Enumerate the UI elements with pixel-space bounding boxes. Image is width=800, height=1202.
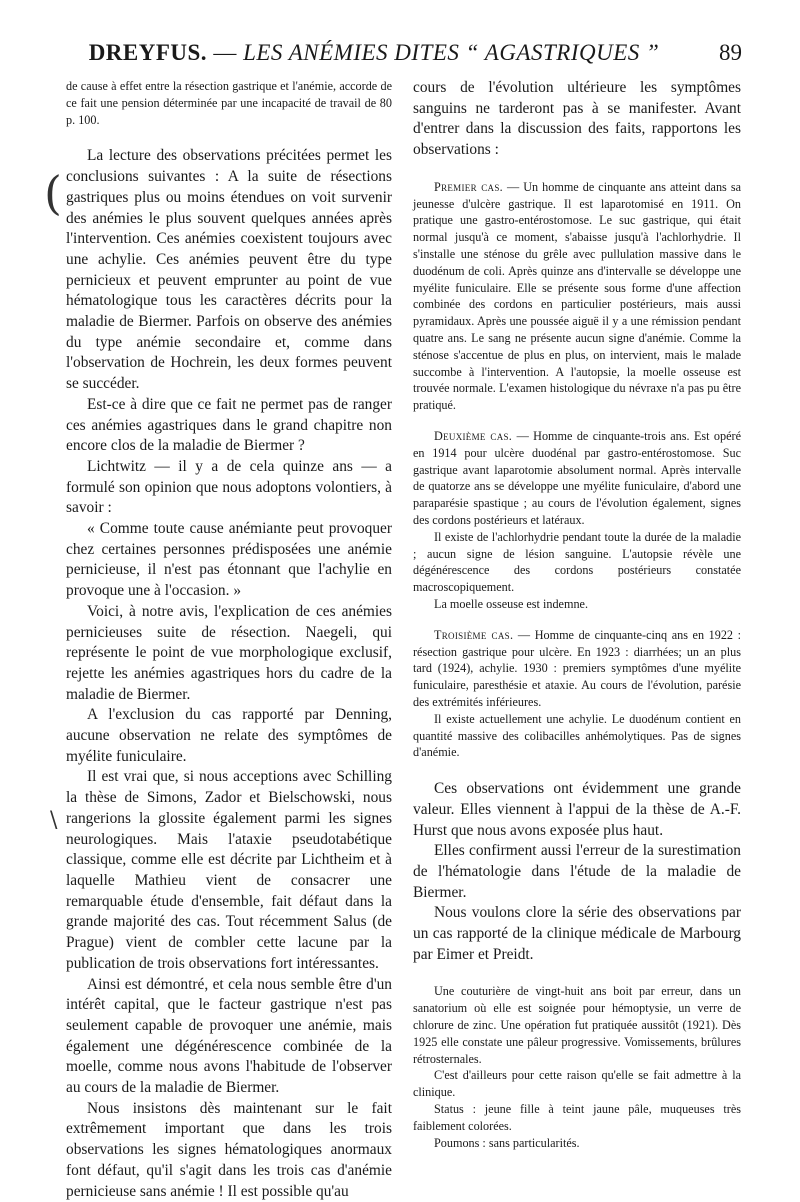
case-label: Troisième cas.	[434, 627, 514, 642]
author-name: DREYFUS.	[88, 40, 208, 65]
case-text: — Un homme de cinquante ans atteint dans sa jeunesse d'ulcère gastrique. Il est laparotomisé en 1911. On pratique une gastro-entérostomose. Le suc gastrique, qui était normal jusqu'à ce moment, s'abaisse jusqu'à l'achlorhydrie. Il s'installe une sténose du grêle avec pullulation massive dans le duodénum de coli. Après quinze ans d'intervalle se développe une myélite funiculaire. Elle se présente sous forme d'une affection combinée des cordons en particulier postérieurs, mais aussi pyramidaux. Après une poussée aiguë il y a une rémission pendant quatre ans. Le sang ne présente aucun signe d'anémie. Comme la sténose s'accentue de plus en plus, on intervient, mais le malade succombe à l'intervention. A l'autopsie, la moelle osseuse est trouvée normale. L'examen histologique du névraxe n'a pas pu être pratiqué.	[413, 179, 741, 413]
case-paragraph: Une couturière de vingt-huit ans boit par erreur, dans un sanatorium où elle est soignée pour hémoptysie, un verre de chlorure de zinc. Une opération fut pratiquée aussitôt (1921). Dès 1925 elle constate une pâleur progressive. Vomissements, brûlures rétrosternales.	[413, 984, 741, 1066]
paragraph-continuation: cours de l'évolution ultérieure les symptômes sanguins ne tarderont pas à se manifester. Avant d'entrer dans la discussion des faits, rapportons les observations :	[413, 79, 741, 159]
paragraph: Elles confirment aussi l'erreur de la surestimation de l'hématologie dans l'étude de la maladie de Biermer.	[413, 842, 741, 901]
paragraph: Est-ce à dire que ce fait ne permet pas de ranger ces anémies agastriques dans le grand chapitre non encore clos de la maladie de Biermer ?	[66, 395, 392, 455]
discussion	[413, 779, 741, 965]
paragraph: A l'exclusion du cas rapporté par Denning, aucune observation ne relate des symptômes de myélite funiculaire.	[66, 706, 392, 765]
paragraph: Ces observations ont évidemment une grande valeur. Elles viennent à l'appui de la thèse de A.-F. Hurst que nous avons exposée plus haut.	[413, 780, 741, 839]
case-2	[413, 428, 741, 613]
case-paragraph: Poumons : sans particularités.	[434, 1135, 580, 1150]
case-paragraph: Il existe de l'achlorhydrie pendant toute la durée de la maladie ; aucun signe de lésion sanguine. L'autopsie révèle une dégénérescence des cordons postérieurs constatée macroscopiquement.	[413, 529, 741, 595]
paragraph: Nous voulons clore la série des observations par un cas rapporté de la clinique médicale de Marbourg par Eimer et Preidt.	[413, 904, 741, 963]
paragraph: Il est vrai que, si nous acceptions avec Schilling la thèse de Simons, Zador et Bielschowski, nous rangerions la glossite également parmi les signes neurologiques. Mais l'ataxie pseudotabétique classique, comme elle est décrite par Lichtheim et à laquelle Mathieu vient de consacrer une remarquable étude d'ensemble, fait défaut dans la grande majorité des cas. Tout récemment Salus (de Prague) vient de combler cette lacune par la publication de trois observations fort intéressantes.	[66, 768, 392, 972]
case-paragraph: La moelle osseuse est indemne.	[434, 596, 588, 611]
paragraph: Lichtwitz — il y a de cela quinze ans — a formulé son opinion que nous adoptons volontiers, à savoir :	[66, 457, 392, 517]
case-paragraph: C'est d'ailleurs pour cette raison qu'elle se fait admettre à la clinique.	[413, 1068, 741, 1100]
margin-bracket-mark: (	[44, 166, 62, 220]
paragraph: Nous insistons dès maintenant sur le fait extrêmement important que dans les trois observations les signes hématologiques anormaux font défaut, qu'il s'agit dans les trois cas d'anémie pernicieuse sans anémie ! Il est possible qu'au	[66, 1099, 392, 1200]
right-column	[413, 78, 741, 1151]
running-title	[66, 40, 682, 66]
paragraph: Voici, à notre avis, l'explication de ces anémies pernicieuses suite de résection. Naegeli, qui représente le point de vue morphologique exclusif, rejette les anémies agastriques hors du cadre de la maladie de Biermer.	[66, 602, 392, 703]
case-paragraph	[413, 627, 741, 711]
final-case	[413, 983, 741, 1151]
case-label: Premier cas.	[434, 179, 503, 194]
case-label: Deuxième cas.	[434, 428, 513, 443]
margin-check-mark: \	[50, 808, 58, 833]
quotation: « Comme toute cause anémiante peut provoquer chez certaines personnes prédisposées une anémie pernicieuse, il n'est pas étonnant que l'achylie en provoque une à l'occasion. »	[66, 520, 392, 600]
page-number: 89	[719, 40, 742, 65]
running-header	[66, 40, 742, 70]
case-paragraph: Il existe actuellement une achylie. Le duodénum contient en quantité massive des colibacilles anhémolytiques. Pas de signes d'anémie.	[413, 711, 741, 760]
case-text: — Homme de cinquante-cinq ans en 1922 : résection gastrique pour ulcère. En 1923 : diarrhées; un an plus tard (1924), achylie. 1930 : premiers symptômes d'une myélite funiculaire, paresthésie et ataxie. Au cours de l'évolution, parésie des extrémités inférieures.	[413, 627, 742, 709]
case-text: — Homme de cinquante-trois ans. Est opéré en 1914 pour ulcère duodénal par gastro-entérostomose. Suc gastrique avant laparotomie absolument normal. Après intervalle de quatorze ans se développe une myélite funiculaire, d'abord une paraparésie spastique ; au cours de l'évolution également, signes des cordons postérieurs et latéraux.	[413, 428, 741, 527]
case-paragraph	[413, 179, 741, 414]
case-paragraph: Status : jeune fille à teint jaune pâle, muqueuses très faiblement colorées.	[413, 1102, 741, 1133]
case-1	[413, 179, 741, 414]
paragraph: Ainsi est démontré, et cela nous semble être d'un intérêt capital, que le facteur gastrique n'est pas seulement capable de provoquer une anémie, mais également une dégénérescence combinée de la moelle, comme nous avons l'habitude de l'observer au cours de la maladie de Biermer.	[66, 975, 392, 1097]
left-column	[66, 78, 392, 1202]
footnote-continuation: de cause à effet entre la résection gastrique et l'anémie, accorde de ce fait une pension déterminée par une incapacité de travail de 80 p. 100.	[66, 79, 392, 127]
case-3	[413, 627, 741, 761]
case-paragraph	[413, 428, 741, 529]
paragraph: La lecture des observations précitées permet les conclusions suivantes : A la suite de résections gastriques plus ou moins étendues on voit survenir des anémies le plus souvent quelques années après l'intervention. Ces anémies coexistent toujours avec une achylie. Ces anémies peuvent être du type pernicieux et peuvent emprunter au point de vue hématologique tous les caractères décrits pour la maladie de Biermer. Parfois on observe des anémies du type anémie secondaire et, comme dans l'observation de Hochrein, les deux formes peuvent se succéder.	[66, 147, 392, 393]
title-separator: —	[207, 40, 244, 65]
work-title: LES ANÉMIES DITES “ AGASTRIQUES ”	[243, 40, 660, 65]
